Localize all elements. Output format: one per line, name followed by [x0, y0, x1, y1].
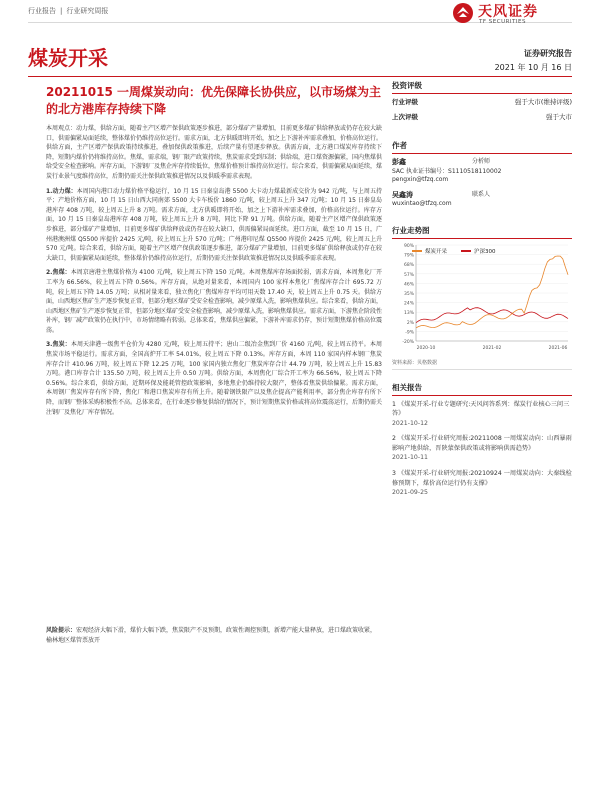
risk-label: 风险提示： [46, 627, 77, 634]
author-email[interactable]: pengxin@tfzq.com [392, 176, 449, 183]
related-report-date: 2021-10-11 [392, 454, 428, 462]
chart-legend [412, 247, 496, 255]
point-lead: 3.焦炭： [46, 341, 71, 349]
x-tick-label: 2020-10 [416, 345, 436, 351]
risk-text: 宏观经济大幅下滑，煤价大幅下跌，焦炭限产不及预期，政策性调控预期，新增产能大量释放，进口煤政策收紧，榆林地区煤管票放开 [46, 627, 377, 644]
trend-chart-svg [392, 241, 572, 357]
trend-section-title: 行业走势图 [392, 225, 572, 239]
x-tick-label: 2021-06 [548, 345, 568, 351]
legend-item [412, 247, 447, 255]
y-tick-label: -9% [405, 329, 414, 335]
rating-value: 强于大市 [546, 113, 572, 121]
related-section-title: 相关报告 [392, 382, 572, 396]
x-tick-label: 2021-02 [482, 345, 502, 351]
point-paragraph [46, 340, 382, 417]
author-card [392, 158, 572, 185]
trend-section [392, 225, 572, 370]
point-text: 本周天津港一级焦平仓价为 4280 元/吨，较上周五持平；唐山二级冶金焦到厂价 4160 元/吨，较上周五持平。本周焦炭市场平稳运行。需求方面，全国高炉开工率 54.01%，较上周五下降 0.13%。库存方面，本周 110 家国内样本钢厂焦炭库存合计 410.96 万吨，较上周五下降 12.25 万吨，100 家国内独立焦化厂焦炭库存合计 44.79 万吨，较上周五上升 15.83 万吨。港口库存合计 135.50 万吨，较上周五上升 0.50 万吨。供给方面，本周焦化厂综合开工率为 66.56%，较上周五下降 0.56%。综合来看，供给方面，近期环保及能耗管控政策影响，多地焦企仍维持较大限产，整体看焦炭供给偏紧。需求方面，本周钢厂焦炭库存有所下降，焦化厂和港口焦炭库存有所上升。随着钢铁限产以及焦企提高产能利用率，部分焦企库存有所下降，而钢厂整体采购积极性不高。总体来看，在行业逐步修复供给的情况下，预计短期焦炭价格或将高位震荡运行，后期仍需关注钢厂及焦化厂库存情况。 [46, 341, 383, 416]
summary-paragraph: 本周观点：动力煤，供给方面，随着主产区增产保供政策逐步推进，部分煤矿产量增加，目前更多煤矿供给释放或仍存在较大缺口，供需偏紧局面延续，整体煤价仍维持高位运行。需求方面，北方供暖即将开始，加之上下游补库需求叠加，价格高位运行。供给方面，主产区增产保供政策持续推进，叠加保供政策推进，后续产量有望逐步释放。供需方面，北方港口煤炭库存持续下降，短期内煤价仍将维持高位。焦煤，需求端，钢厂限产政策持续，焦炭需求受到压制；供给端，进口煤资源偏紧，国内焦煤供给受安全检查影响。库存方面，下游钢厂及焦企库存持续低位，焦煤价格预计维持高位运行。综合来看，供需偏紧局面延续，煤炭行业景气度维持高位，后期仍需关注保供政策推进情况以及供暖季需求表现。 [46, 125, 383, 180]
rating-row [392, 109, 572, 124]
breadcrumb-item: 行业报告 [28, 7, 56, 15]
report-type: 证券研究报告 [524, 49, 572, 58]
author-cert: SAC 执业证书编号：S1110518110002 [392, 167, 502, 175]
y-tick-label: 24% [403, 301, 414, 307]
y-tick-label: 68% [403, 262, 414, 268]
legend-swatch [412, 250, 422, 252]
y-tick-label: 46% [403, 281, 414, 287]
related-report-date: 2021-10-12 [392, 419, 428, 427]
report-title: 20211015 一周煤炭动向：优先保障长协供应，以市场煤为主的北方港库存持续下降 [46, 85, 381, 116]
author-name-row [392, 158, 572, 168]
rating-label: 上次评级 [392, 113, 418, 121]
breadcrumb-separator: | [60, 7, 63, 15]
legend-label: 沪深300 [474, 248, 496, 255]
related-report-title[interactable]: 3 《煤炭开采-行业研究周报:20210924 一周煤炭动向：大秦线检修预期下，煤价高位运行仍有支撑》 [392, 470, 572, 487]
logo-mark-icon [452, 2, 474, 24]
point-text: 本周京唐港主焦煤价格为 4100 元/吨，较上周五下降 150 元/吨。本周焦煤库存场面转弱，需求方面，本周焦化厂开工率为 66.56%，较上周五下降 0.56%。库存方面，从绝对量来看，本周国内 100 家样本焦化厂焦煤库存合计 695.72 万吨，较上周五下降 14.05 万吨；从相对量来看，独立焦化厂焦煤库存平均可用天数 17.40 天，较上周五上升 0.75 天。供给方面，山西地区焦矿生产逐步恢复正常，但部分地区煤矿受安全检查影响，减少原煤入洗，影响焦煤供应。综合来看，供给方面，山西地区焦矿生产逐步恢复正常，但部分地区煤矿受安全检查影响，减少原煤入洗，影响焦煤供应。需求方面，下游焦企阶段性补库，钢厂减产政策仍在执行中，市场情绪略有转弱。总体来看，焦煤供应偏紧，下游补库需求仍存，预计短期焦煤价格高位震荡。 [46, 269, 383, 334]
related-report-date: 2021-09-25 [392, 489, 428, 497]
y-tick-label: -20% [402, 339, 414, 345]
rating-section [392, 80, 572, 124]
related-report-title[interactable]: 1 《煤炭开采-行业专题研究:天风问答系列：煤炭行业核心三问三答》 [392, 400, 570, 418]
title-divider [28, 76, 572, 77]
legend-swatch [461, 250, 471, 252]
risk-warning [46, 626, 382, 645]
point-paragraph [46, 187, 382, 264]
brand-name-en: TF SECURITIES [479, 19, 526, 25]
report-body [46, 124, 382, 422]
related-reports-section [392, 382, 572, 498]
rating-section-title: 投资评级 [392, 80, 572, 94]
legend-item [461, 247, 496, 255]
author-name-row [392, 191, 572, 201]
chart-source: 资料来源：贝格数据 [392, 359, 572, 370]
point-lead: 2.焦煤： [46, 269, 71, 277]
author-card [392, 191, 572, 209]
industry-title: 煤炭开采 [28, 46, 108, 70]
y-tick-label: 57% [403, 272, 414, 278]
rating-value: 强于大市(维持评级) [514, 98, 572, 106]
y-tick-label: 79% [403, 253, 414, 259]
related-report-item[interactable] [392, 400, 572, 429]
report-date: 2021 年 10 月 16 日 [494, 63, 572, 72]
author-role: 联系人 [472, 190, 491, 198]
authors-section [392, 140, 572, 209]
brand-name: 天风证券 [478, 4, 538, 20]
y-tick-label: 35% [403, 291, 414, 297]
author-role: 分析师 [472, 158, 491, 165]
breadcrumb [28, 6, 108, 16]
related-report-item[interactable] [392, 434, 572, 463]
related-report-title[interactable]: 2 《煤炭开采-行业研究周报:20211008 一周煤炭动向：山西暴雨影响产地供给，晋陕蒙保供政策或将影响供需趋势》 [392, 435, 572, 452]
author-name: 吴鑫涛 [392, 190, 413, 199]
related-reports-list [392, 400, 572, 498]
legend-label: 煤炭开采 [425, 248, 448, 255]
author-name: 彭鑫 [392, 158, 406, 166]
point-paragraph [46, 268, 382, 335]
point-text: 本周国内港口动力煤价格平稳运行，10 月 15 日秦皇岛港 5500 大卡动力煤最新成交价为 942 元/吨，与上周五持平；产地价格方面，10 月 15 日山西大同南郊 5500 大卡车板价 1860 元/吨，较上周五上升 347 元/吨；10 月 15 日秦皇岛港库存 408 万吨，较上周五上升 8 万吨。需求方面，北方供暖即将开始，加之上下游补库需求叠加，价格高位运行。库存方面，10 月 15 日秦皇岛港库存 408 万吨，较上周五上升 8 万吨，同比下降 91 万吨。供给方面，随着主产区增产保供政策逐步推进，部分煤矿产量增加，目前更多煤矿供给释放或仍存在较大缺口，供需偏紧局面延续。进口方面，截至 10 月 15 日，广州港澳洲煤 Q5500 库提价 2425 元/吨，较上周五上升 570 元/吨；广州港印尼煤 Q5500 库提价 2425 元/吨，较上周五上升 570 元/吨。综合来看，供给方面，随着主产区增产保供政策逐步推进，部分煤矿产量增加，目前更多煤矿供给释放或仍存在较大缺口，供需偏紧局面延续，整体煤价仍维持高位运行，后期仍需关注保供政策推进情况以及供暖季需求表现。 [46, 187, 382, 262]
trend-chart [392, 241, 572, 357]
authors-section-title: 作者 [392, 140, 572, 154]
sidebar [392, 80, 572, 504]
point-lead: 1.动力煤： [46, 187, 77, 195]
author-email[interactable]: wuxintao@tfzq.com [392, 200, 452, 207]
rating-row [392, 94, 572, 109]
y-tick-label: 2% [406, 320, 414, 326]
y-tick-label: 13% [403, 310, 414, 316]
y-tick-label: 90% [403, 243, 414, 249]
company-logo [452, 0, 572, 30]
breadcrumb-item: 行业研究周报 [66, 7, 109, 15]
rating-label: 行业评级 [392, 98, 418, 106]
related-report-item[interactable] [392, 469, 572, 498]
